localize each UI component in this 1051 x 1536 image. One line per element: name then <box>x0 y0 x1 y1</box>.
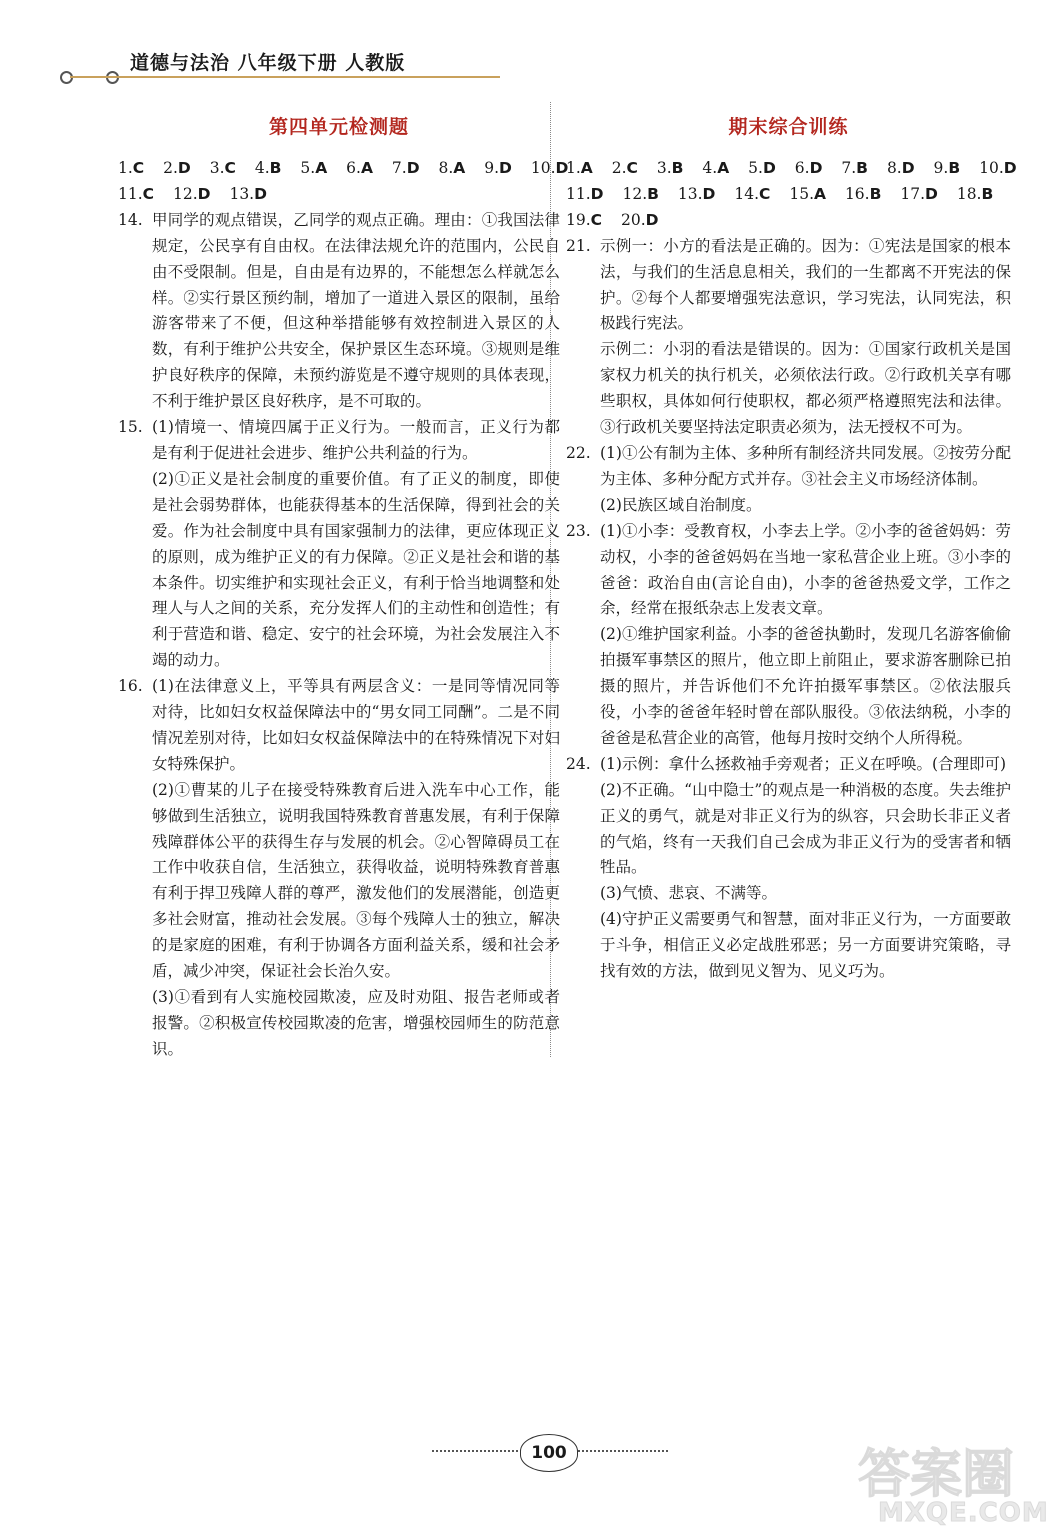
question-24 <box>566 752 1011 985</box>
answer-paragraph: (1)示例：拿什么拯救袖手旁观者；正义在呼唤。(合理即可) <box>600 754 1007 773</box>
answer-paragraph: 甲同学的观点错误，乙同学的观点正确。理由：①我国法律规定，公民享有自由权。在法律法规允许的范围内，公民自由不受限制。但是，自由是有边界的，不能想怎么样就怎么样。②实行景区预约制，增加了一道进入景区的限制，虽给游客带来了不便，但这种举措能够有效控制进入景区的人数，有利于维护公共安全，保护景区生态环境。③规则是维护良好秩序的保障，未预约游览是不遵守规则的具体表现，不利于维护景区良好秩序，是不可取的。 <box>152 210 560 411</box>
answer-item: 1.A <box>566 159 593 177</box>
answer-item: 16.B <box>844 184 882 203</box>
answer-paragraph: (2)①曹某的儿子在接受特殊教育后进入洗车中心工作，能够做到生活独立，说明我国特殊教育普惠发展，有利于保障残障群体公平的获得生存与发展的机会。②心智障碍员工在工作中收获自信，生活独立，获得收益，说明特殊教育普惠有利于捍卫残障人群的尊严，激发他们的发展潜能，创造更多社会财富，推动社会发展。③每个残障人士的独立，解决的是家庭的困难，有利于协调各方面利益关系，缓和社会矛盾，减少冲突，保证社会长治久安。 <box>152 780 560 981</box>
answer-item: 8.D <box>886 159 915 177</box>
question-15 <box>118 415 560 674</box>
answer-item: 6.A <box>346 159 373 177</box>
question-number: 16. <box>118 677 143 696</box>
section-title-unit4: 第四单元检测题 <box>268 116 409 138</box>
right-column <box>566 112 1017 985</box>
answer-paragraph: (1)①小李：受教育权，小李去上学。②小李的爸爸妈妈：劳动权，小李的爸爸妈妈在当地一家私营企业上班。③小李的爸爸：政治自由(言论自由)，小李的爸爸热爱文学，工作之余，经常在报纸杂志上发表文章。 <box>600 521 1011 618</box>
answer-paragraph: (4)守护正义需要勇气和智慧，面对非正义行为，一方面要敢于斗争，相信正义必定战胜邪恶；另一方面要讲究策略，寻找有效的方法，做到见义智为、见义巧为。 <box>600 910 1011 981</box>
answer-paragraph: (2)①维护国家利益。小李的爸爸执勤时，发现几名游客偷偷拍摄军事禁区的照片，他立即上前阻止，要求游客删除已拍摄的照片，并告诉他们不允许拍摄军事禁区。②依法服兵役，小李的爸爸年轻时曾在部队服役。③依法纳税，小李的爸爸是私营企业的高管，他每月按时交纳个人所得税。 <box>600 625 1011 747</box>
answer-item: 20.D <box>620 210 659 229</box>
answer-paragraph: (2)民族区域自治制度。 <box>600 495 762 514</box>
answer-item: 15.A <box>789 184 826 203</box>
answer-item: 12.B <box>622 184 659 203</box>
answer-paragraph: (1)①公有制为主体、多种所有制经济共同发展。②按劳分配为主体、多种分配方式并存。③社会主义市场经济体制。 <box>600 443 1011 488</box>
answer-item: 11.D <box>566 184 604 203</box>
question-14 <box>118 208 560 415</box>
question-number: 22. <box>566 443 591 462</box>
watermark-logo <box>858 1432 1049 1532</box>
answer-paragraph: (2)①正义是社会制度的重要价值。有了正义的制度，即使是社会弱势群体，也能获得基本的生活保障，得到社会的关爱。作为社会制度中具有国家强制力的法律，更应体现正义的原则，成为维护正义的有力保障。②正义是社会和谐的基本条件。切实维护和实现社会正义，有利于恰当地调整和处理人与人之间的关系，充分发挥人们的主动性和创造性；有利于营造和谐、稳定、安宁的社会环境，为社会发展注入不竭的动力。 <box>152 469 560 670</box>
answer-item: 12.D <box>172 184 211 203</box>
question-number: 14. <box>118 210 143 229</box>
answer-item: 7.D <box>391 159 420 177</box>
question-16 <box>118 674 560 1063</box>
answer-item: 10.D <box>979 159 1017 177</box>
answer-item: 19.C <box>566 210 603 229</box>
answer-item: 10.D <box>530 159 569 177</box>
question-number: 24. <box>566 754 591 773</box>
answer-paragraph: 示例一：小方的看法是正确的。因为：①宪法是国家的根本法，与我们的生活息息相关，我们的一生都离不开宪法的保护。②每个人都要增强宪法意识，学习宪法，认同宪法，积极践行宪法。 <box>600 236 1011 333</box>
answer-item: 11.C <box>118 184 155 203</box>
answer-item: 13.D <box>677 184 716 203</box>
answer-item: 4.B <box>254 159 282 177</box>
answer-item: 17.D <box>900 184 938 203</box>
answer-item: 2.C <box>611 159 638 177</box>
answer-item: 5.D <box>748 159 776 177</box>
answer-paragraph: (3)①看到有人实施校园欺凌，应及时劝阻、报告老师或者报警。②积极宣传校园欺凌的危害，增强校园师生的防范意识。 <box>152 988 560 1058</box>
answer-item: 13.D <box>229 184 267 203</box>
answer-item: 14.C <box>734 184 771 203</box>
answer-item: 9.B <box>933 159 961 177</box>
question-21 <box>566 234 1011 441</box>
answer-item: 1.C <box>118 159 145 177</box>
answer-row <box>566 156 1017 182</box>
question-22 <box>566 441 1011 519</box>
question-number: 23. <box>566 521 591 540</box>
running-header <box>60 40 560 90</box>
answer-item: 5.A <box>300 159 328 177</box>
answer-paragraph: 示例二：小羽的看法是错误的。因为：①国家行政机关是国家权力机关的执行机关，必须依法行政。②行政机关享有哪些职权，具体如何行使职权，都必须严格遵照宪法和法律。③行政机关要坚持法定职责必须为，法无授权不可为。 <box>600 340 1011 437</box>
watermark-url: MXQE.COM <box>878 1498 1049 1528</box>
question-23 <box>566 519 1011 752</box>
answer-item: 9.D <box>484 159 512 177</box>
book-title: 道德与法治 八年级下册 人教版 <box>130 52 406 74</box>
footer-dotted-rule <box>578 1450 668 1452</box>
question-number: 15. <box>118 418 143 437</box>
answer-item: 6.D <box>794 159 823 177</box>
answer-item: 3.C <box>209 159 236 177</box>
answer-row <box>566 182 1011 208</box>
answer-paragraph: (2)不正确。“山中隐士”的观点是一种消极的态度。失去维护正义的勇气，就是对非正义行为的纵容，只会助长非正义者的气焰，终有一天我们自己会成为非正义行为的受害者和牺牲品。 <box>600 780 1011 877</box>
answer-row <box>118 182 560 208</box>
answer-paragraph: (1)情境一、情境四属于正义行为。一般而言，正义行为都是有利于促进社会进步、维护公共利益的行为。 <box>152 418 560 462</box>
section-title-final: 期末综合训练 <box>728 116 849 138</box>
header-rule <box>70 76 500 78</box>
answer-item: 2.D <box>163 159 191 177</box>
answer-paragraph: (1)在法律意义上，平等具有两层含义：一是同等情况同等对待，比如妇女权益保障法中的“男女同工同酬”。二是不同情况差别对待，比如妇女权益保障法中的在特殊情况下对妇女特殊保护。 <box>152 677 560 773</box>
answer-item: 8.A <box>438 159 466 177</box>
answer-item: 4.A <box>702 159 730 177</box>
page-number: 100 <box>520 1434 578 1472</box>
answer-item: 18.B <box>956 184 994 203</box>
answer-row <box>118 156 569 182</box>
footer-dotted-rule <box>432 1450 522 1452</box>
watermark-text: 答案圈 <box>858 1445 1015 1505</box>
left-column <box>118 112 569 1063</box>
question-number: 21. <box>566 236 591 255</box>
answer-paragraph: (3)气愤、悲哀、不满等。 <box>600 884 777 903</box>
answer-item: 7.B <box>841 159 868 177</box>
answer-row <box>566 208 1011 234</box>
answer-item: 3.B <box>656 159 684 177</box>
